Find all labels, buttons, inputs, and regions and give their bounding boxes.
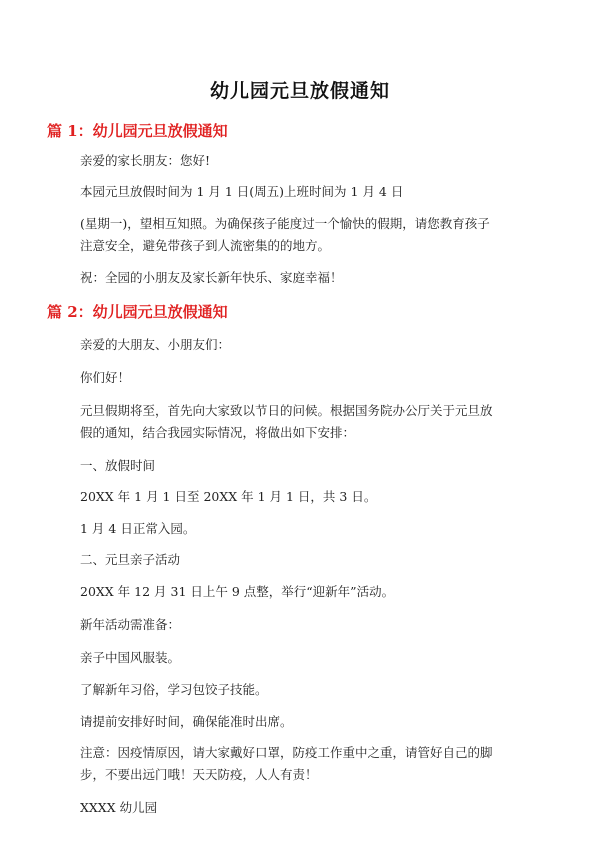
section-2-item-activity: 二、元旦亲子活动: [80, 552, 181, 567]
section-2-return-date: 1 月 4 日正常入园。: [80, 521, 196, 536]
section-1-greeting: 亲爱的家长朋友：您好!: [80, 153, 211, 168]
section-2-prep-costume: 亲子中国风服装。: [80, 650, 181, 665]
section-2-heading: 篇 2：幼儿园元旦放假通知: [47, 303, 228, 321]
section-2-prep-heading: 新年活动需准备：: [80, 617, 181, 632]
section-2-activity-time: 20XX 年 12 月 31 日上午 9 点整，举行“迎新年”活动。: [80, 584, 395, 599]
section-1-notice-line-1: (星期一)，望相互知照。为确保孩子能度过一个愉快的假期，请您教育孩子: [80, 216, 490, 231]
section-2-notice-line-1: 注意：因疫情原因，请大家戴好口罩，防疫工作重中之重，请管好自己的脚: [80, 745, 493, 760]
section-2-prep-customs: 了解新年习俗，学习包饺子技能。: [80, 682, 268, 697]
section-1-holiday-time: 本园元旦放假时间为 1 月 1 日(周五)上班时间为 1 月 4 日: [80, 184, 404, 199]
document-title: 幼儿园元旦放假通知: [209, 80, 390, 102]
section-1-notice-line-2: 注意安全，避免带孩子到人流密集的的地方。: [80, 238, 331, 253]
section-2-holiday-dates: 20XX 年 1 月 1 日至 20XX 年 1 月 1 日，共 3 日。: [80, 489, 377, 504]
section-2-notice-line-2: 步，不要出远门哦！天天防疫，人人有责！: [80, 767, 318, 782]
section-2-hello: 你们好！: [80, 370, 131, 385]
section-2-intro-line-2: 假的通知，结合我园实际情况，将做出如下安排：: [80, 425, 356, 440]
section-2-signature: XXXX 幼儿园: [80, 800, 158, 815]
section-2-item-holiday-time: 一、放假时间: [80, 458, 156, 473]
section-1-heading: 篇 1：幼儿园元旦放假通知: [47, 122, 228, 140]
section-2-greeting: 亲爱的大朋友、小朋友们：: [80, 337, 231, 352]
section-2-prep-attendance: 请提前安排好时间，确保能准时出席。: [80, 714, 293, 729]
section-2-intro-line-1: 元旦假期将至，首先向大家致以节日的问候。根据国务院办公厅关于元旦放: [80, 403, 493, 418]
section-1-wishes: 祝：全园的小朋友及家长新年快乐、家庭幸福！: [80, 270, 343, 285]
